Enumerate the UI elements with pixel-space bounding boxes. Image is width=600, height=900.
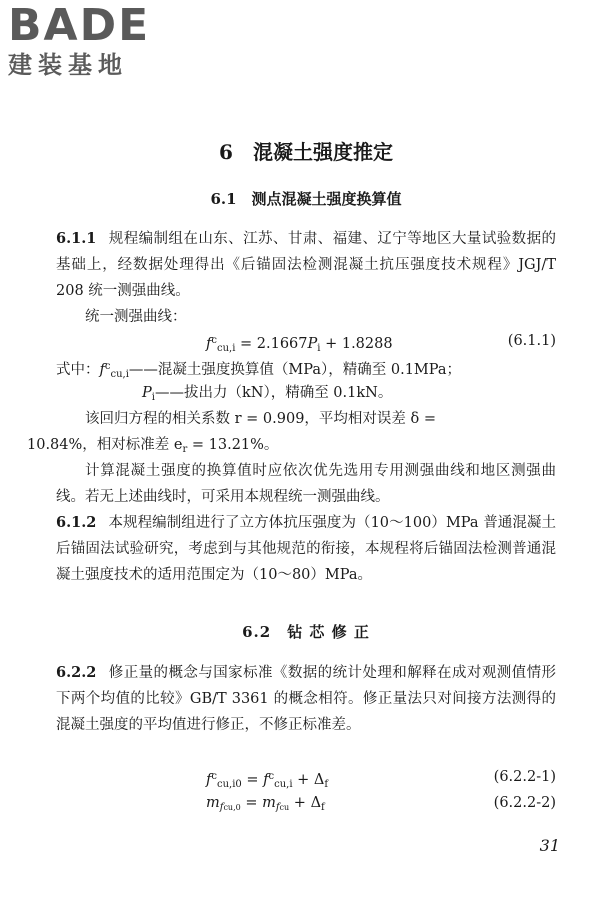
unified-curve-label: 统一测强曲线：	[85, 309, 187, 325]
section-title-6-1: 6.1 测点混凝土强度换算值	[210, 190, 402, 208]
formula-expression: $f^c_{cu,i} = 2.1667P_i + 1.8288$	[206, 335, 393, 354]
chapter-title: 6 混凝土强度推定	[219, 140, 393, 164]
formula-expression: $f^c_{cu,i0} = f^c_{cu,i} + \Delta_f$	[206, 771, 329, 790]
section-title-6-2: 6.2 钻 芯 修 正	[242, 623, 370, 641]
clause-number: 6.1.1	[56, 230, 97, 247]
formula-number: (6.1.1)	[507, 333, 556, 349]
where-line-1: 式中：$f^c_{cu,i}——$混凝土强度换算值（MPa），精确至 0.1MPa；	[56, 361, 462, 380]
clause-text: 规程编制组在山东、江苏、甘肃、福建、辽宁等地区大量试验数据的基础上，经数据处理得出《后锚固法检测混凝土抗压强度技术规程》JGJ/T 208 统一测强曲线。	[56, 231, 556, 299]
clause-number: 6.2.2	[56, 664, 97, 681]
clause-text: 修正量的概念与国家标准《数据的统计处理和解释在成对观测值情形下两个均值的比较》GB/T 3361 的概念相符。修正量法只对间接方法测得的混凝土强度的平均值进行修正，不修正标准差。	[56, 665, 556, 733]
page-number: 31	[539, 836, 560, 855]
clause-text: 本规程编制组进行了立方体抗压强度为（10～100）MPa 普通混凝土后锚固法试验研究，考虑到与其他规范的衔接，本规程将后锚固法检测普通混凝土强度技术的适用范围定为（10～80）MPa。	[56, 515, 556, 583]
paragraph-regression: 该回归方程的相关系数 r = 0.909，平均相对误差 δ = 10.84%，相对标准差 $e_r = 13.21\%$。	[27, 411, 437, 455]
paragraph-priority: 计算混凝土强度的换算值时应依次优先选用专用测强曲线和地区测强曲线。若无上述曲线时，可采用本规程统一测强曲线。	[56, 463, 556, 505]
formula-expression: $m_{fcu,0} = m_{fcu} + \Delta_f$	[206, 795, 325, 813]
paragraph-6-1-1	[56, 226, 556, 304]
formula-number: (6.2.2-2)	[493, 795, 556, 811]
where-line-2: $P_i——$拔出力（kN），精确至 0.1kN。	[142, 385, 393, 403]
clause-number: 6.1.2	[56, 514, 97, 531]
paragraph-6-1-2	[56, 510, 556, 588]
paragraph-6-2-2	[56, 660, 556, 738]
formula-number: (6.2.2-1)	[493, 769, 556, 785]
brand-logo	[8, 2, 178, 80]
logo-brand: BADE	[8, 0, 151, 51]
logo-subtitle: 建装基地	[8, 51, 128, 79]
